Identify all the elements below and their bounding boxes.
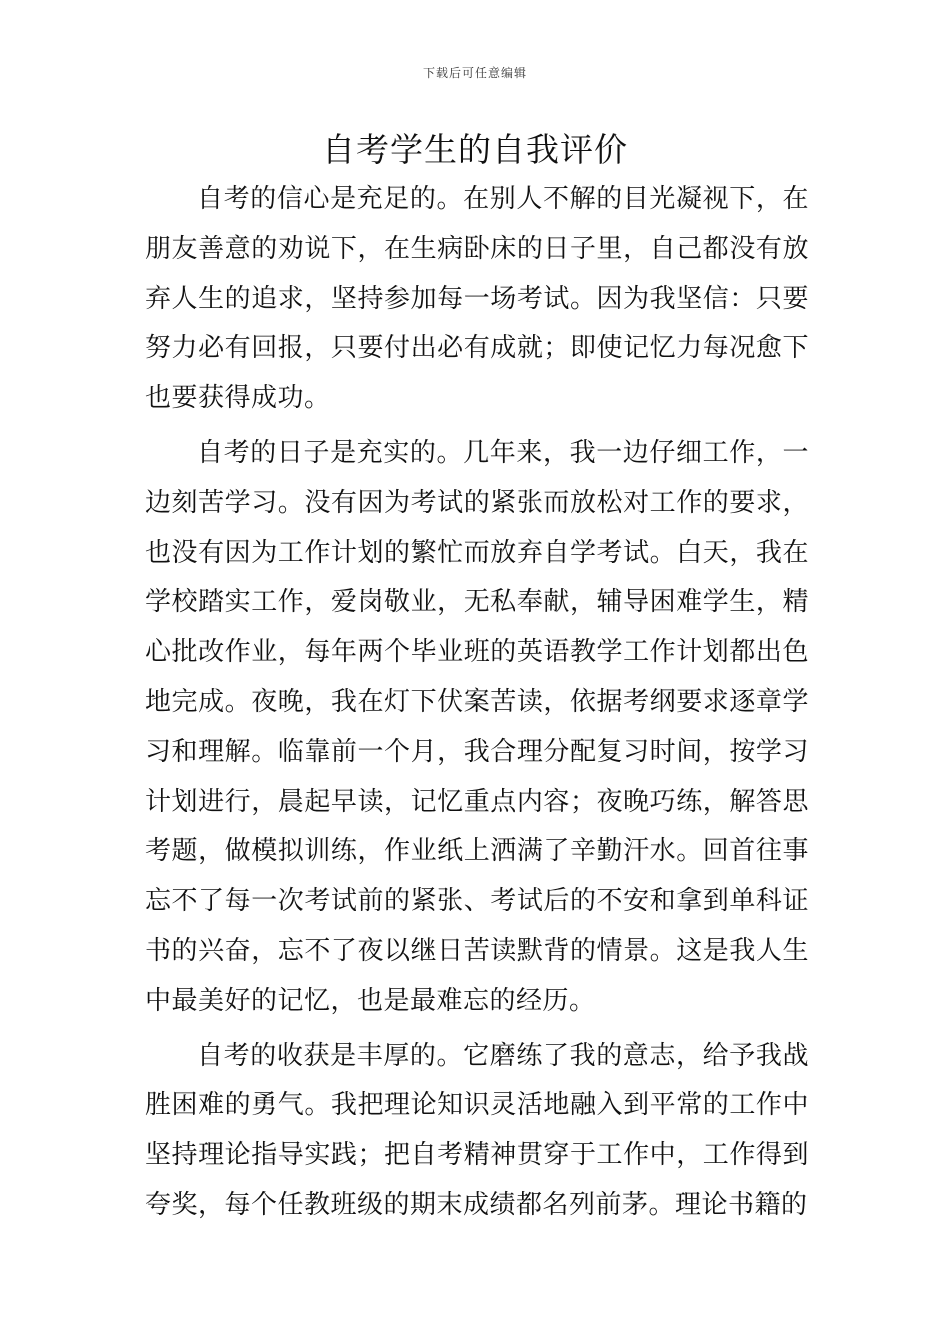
document-body [145,175,809,1231]
paragraph-days: 自考的日子是充实的。几年来，我一边仔细工作，一边刻苦学习。没有因为考试的紧张而放松对工作的要求，也没有因为工作计划的繁忙而放弃自学考试。白天，我在学校踏实工作，爱岗敬业，无私奉献，辅导困难学生，精心批改作业，每年两个毕业班的英语教学工作计划都出色地完成。夜晚，我在灯下伏案苦读，依据考纲要求逐章学习和理解。临靠前一个月，我合理分配复习时间，按学习计划进行，晨起早读，记忆重点内容；夜晚巧练，解答思考题，做模拟训练，作业纸上洒满了辛勤汗水。回首往事忘不了每一次考试前的紧张、考试后的不安和拿到单科证书的兴奋，忘不了夜以继日苦读默背的情景。这是我人生中最美好的记忆，也是最难忘的经历。 [145,437,809,1016]
page-title: 自考学生的自我评价 [322,130,628,169]
paragraph-confidence: 自考的信心是充足的。在别人不解的目光凝视下，在朋友善意的劝说下，在生病卧床的日子里，自己都没有放弃人生的追求，坚持参加每一场考试。因为我坚信：只要努力必有回报，只要付出必有成就；即使记忆力每况愈下也要获得成功。 [145,184,809,414]
header-note: 下载后可任意编辑 [422,66,527,80]
paragraph-harvest: 自考的收获是丰厚的。它磨练了我的意志，给予我战胜困难的勇气。我把理论知识灵活地融入到平常的工作中坚持理论指导实践；把自考精神贯穿于工作中，工作得到夸奖，每个任教班级的期末成绩都名列前茅。理论书籍的 [145,1040,809,1220]
